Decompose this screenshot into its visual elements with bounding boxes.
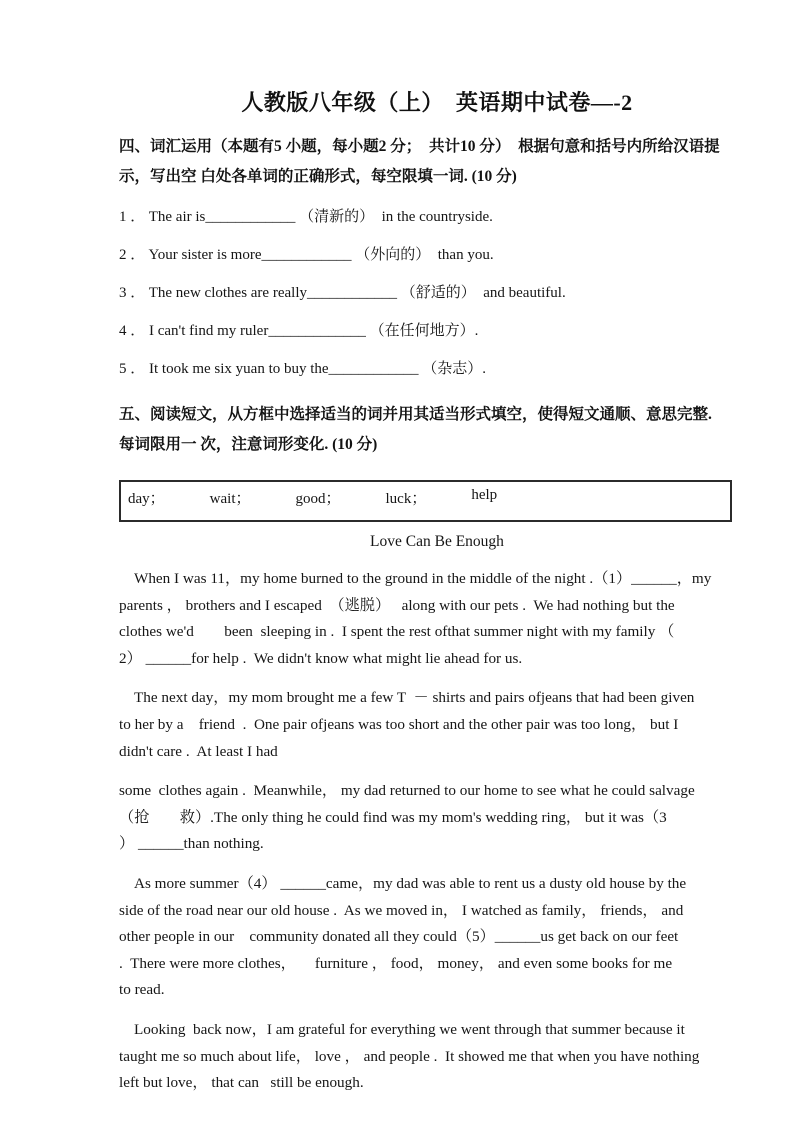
question-item-1: 1 ． The air is____________ （清新的） in the countryside. bbox=[119, 209, 493, 225]
section4-heading bbox=[119, 132, 755, 192]
section5-heading bbox=[119, 400, 755, 460]
passage-paragraph-2 bbox=[119, 685, 744, 765]
passage-line: parents ， brothers and I escaped （逃脱） along with our pets . We had nothing but the bbox=[119, 596, 675, 614]
passage-line: to read. bbox=[119, 981, 165, 999]
word-bank-box bbox=[119, 480, 732, 522]
passage-line: When I was 11，my home burned to the ground in the middle of the night .（1）______，my bbox=[134, 570, 712, 587]
passage-line: some clothes again . Meanwhile， my dad returned to our home to see what he could salvage bbox=[119, 782, 695, 800]
passage-paragraph-4 bbox=[119, 871, 744, 1004]
passage-line: left but love， that can still be enough. bbox=[119, 1074, 364, 1092]
passage-body bbox=[119, 566, 744, 1097]
passage-line: Looking back now，I am grateful for everything we went through that summer because it bbox=[134, 1020, 685, 1038]
section5-heading-line2: 每词限用一 次，注意词形变化. (10 分) bbox=[119, 436, 378, 453]
passage-line: didn't care . At least I had bbox=[119, 742, 278, 760]
word-bank-word-good: good； bbox=[295, 491, 341, 507]
passage-line: . There were more clothes， furniture ， food， money， and even some books for me bbox=[119, 954, 673, 972]
passage-line: 2） ______for help . We didn't know what might lie ahead for us. bbox=[119, 649, 523, 667]
section4-heading-line2: 示，写出空 白处各单词的正确形式，每空限填一词. (10 分) bbox=[119, 168, 517, 185]
passage-line: side of the road near our old house . As we moved in， I watched as family， friends， and bbox=[119, 901, 684, 919]
passage-paragraph-3 bbox=[119, 778, 744, 858]
section4-question-list bbox=[119, 210, 755, 377]
question-item-3: 3 ． The new clothes are really____________ （舒适的） and beautiful. bbox=[119, 285, 566, 301]
word-bank-word-help: help bbox=[471, 487, 498, 503]
page-title: 人教版八年级（上） 英语期中试卷—-2 bbox=[241, 90, 633, 115]
passage-title: Love Can Be Enough bbox=[370, 533, 504, 550]
word-bank-word-luck: luck； bbox=[385, 491, 427, 507]
passage-line: other people in our community donated all they could（5）______us get back on our feet bbox=[119, 928, 679, 946]
word-bank-word-wait: wait； bbox=[209, 491, 251, 507]
passage-paragraph-5 bbox=[119, 1017, 744, 1097]
question-item-4: 4 ． I can't find my ruler_____________ （在任何地方）. bbox=[119, 323, 479, 339]
passage-line: ） ______than nothing. bbox=[119, 835, 264, 853]
passage-line: （抢 救）.The only thing he could find was my mom's wedding ring， but it was（3 bbox=[119, 808, 667, 826]
question-item-2: 2 ． Your sister is more____________ （外向的） than you. bbox=[119, 247, 494, 263]
section5-heading-line1: 五、阅读短文，从方框中选择适当的词并用其适当形式填空，使得短文通顺、意思完整. bbox=[119, 406, 712, 423]
passage-paragraph-1 bbox=[119, 566, 744, 672]
section4-heading-line1: 四、词汇运用（本题有5 小题，每小题2 分； 共计10 分） 根据句意和括号内所给汉语提 bbox=[119, 138, 720, 155]
passage-line: The next day，my mom brought me a few T － shirts and pairs ofjeans that had been given bbox=[134, 689, 695, 707]
passage-line: clothes we'd been sleeping in . I spent the rest ofthat summer night with my family （ bbox=[119, 623, 675, 641]
question-item-5: 5 ． It took me six yuan to buy the____________ （杂志）. bbox=[119, 361, 487, 377]
word-bank-word-day: day； bbox=[128, 491, 165, 507]
passage-line: As more summer（4） ______came，my dad was able to rent us a dusty old house by the bbox=[134, 874, 687, 892]
passage-line: to her by a friend . One pair ofjeans was too short and the other pair was too long， but I bbox=[119, 715, 679, 733]
passage-line: taught me so much about life， love ， and people . It showed me that when you have nothing bbox=[119, 1047, 700, 1065]
